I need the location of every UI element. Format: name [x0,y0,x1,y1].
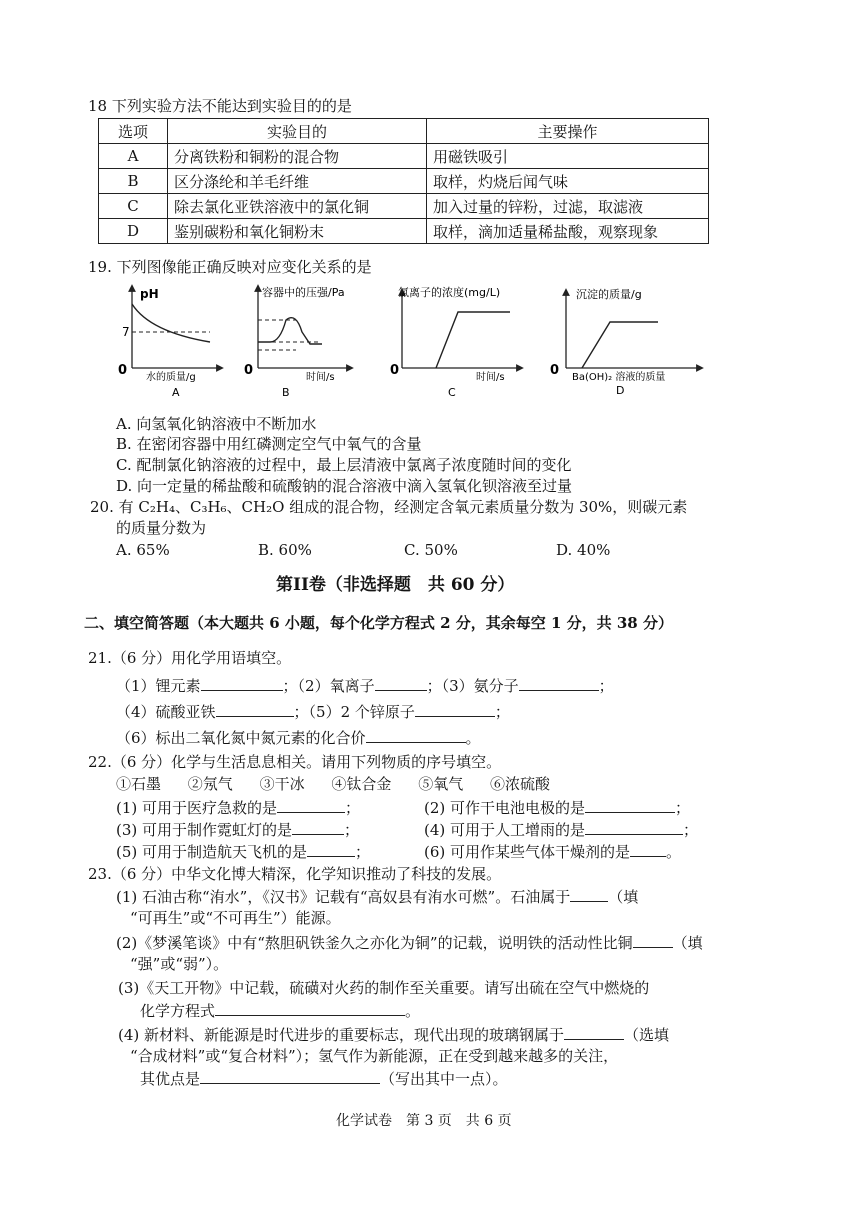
q22-row1-left [116,797,360,818]
answer-blank[interactable] [585,797,675,813]
q23-text: (2)《梦溪笔谈》中有“熬胆矾铁釜久之亦化为铜”的记载，说明铁的活动性比铜 [116,934,633,952]
answer-blank[interactable] [307,841,355,857]
q21-line1 [116,675,614,696]
graph-d-curve [582,322,658,368]
row-operation: 加入过量的锌粉，过滤，取滤液 [427,194,709,219]
punct: ； [683,821,699,839]
answer-blank[interactable] [216,701,294,717]
section-heading: 二、填空简答题（本大题共 6 小题，每个化学方程式 2 分，其余每空 1 分，共 38 分） [84,614,673,632]
q19-stem: 19. 下列图像能正确反映对应变化关系的是 [88,258,372,276]
page-footer: 化学试卷 第 3 页 共 6 页 [336,1113,512,1129]
punct: 。 [465,729,481,747]
punct: ； [355,843,371,861]
q21-line3 [116,727,481,748]
punct: ； [344,821,360,839]
graph-d-xlabel: Ba(OH)₂ 溶液的质量 [572,372,666,383]
graph-b-ylabel: 容器中的压强/Pa [262,286,345,299]
answer-blank[interactable] [277,797,345,813]
q23-text: 化学方程式 [140,1002,216,1020]
graph-a [118,287,220,399]
graph-d-ylabel: 沉淀的质量/g [576,288,642,301]
graph-d-letter: D [616,384,625,397]
q21-item3: ；（3）氨分子 [426,677,519,695]
q23-stem: 23.（6 分）中华文化博大精深，化学知识推动了科技的发展。 [88,865,502,883]
q20-line2: 的质量分数为 [116,519,207,537]
header-option: 选项 [99,119,168,144]
graph-c-ylabel: 氯离子的浓度(mg/L) [398,286,501,299]
graph-a-letter: A [172,386,180,399]
q23-p2-line2: “强”或“弱”）。 [130,955,229,973]
punct: 。 [405,1002,421,1020]
table-row [99,219,709,244]
q18-table [98,118,709,244]
graph-c-curve [436,312,510,368]
answer-blank[interactable] [375,675,427,691]
row-purpose: 区分涤纶和羊毛纤维 [168,169,427,194]
graph-b-xlabel: 时间/s [306,372,335,383]
q21-stem: 21.（6 分）用化学用语填空。 [88,649,292,667]
table-row [99,144,709,169]
answer-blank[interactable] [585,819,683,835]
q22-prompt: (5) 可用于制造航天飞机的是 [116,843,308,861]
q23-p2-line1 [116,932,703,953]
q23-text: （填 [672,934,703,952]
graph-a-curve [132,304,210,342]
q22-prompt: (2) 可作干电池电极的是 [424,799,586,817]
graph-a-ytick: 7 [122,325,130,339]
q22-row2-right [424,819,698,840]
graph-b [244,285,350,399]
q20-option-a: A. 65% [116,541,170,559]
q18-stem: 18 下列实验方法不能达到实验目的的是 [88,97,352,115]
q23-p3-line2 [140,1000,420,1021]
punct: ； [675,799,691,817]
answer-blank[interactable] [519,675,599,691]
answer-blank[interactable] [633,932,673,948]
q23-text: （选填 [624,1026,670,1044]
q21-item6: （6）标出二氧化氮中氮元素的化合价 [116,729,366,747]
header-purpose: 实验目的 [168,119,427,144]
q22-row2-left [116,819,359,840]
q23-text: (1) 石油古称“洧水”，《汉书》记载有“高奴县有洧水可燃”。石油属于 [116,888,571,906]
table-header-row [99,119,709,144]
graph-c-letter: C [448,386,456,399]
row-option: B [99,169,168,194]
q21-item5: ；（5）2 个锌原子 [293,703,415,721]
q22-item: ④钛合金 [331,775,392,793]
q23-p1-line2: “可再生”或“不可再生”）能源。 [130,909,341,927]
q20-line1: 20. 有 C₂H₄、C₃H₆、CH₂O 组成的混合物，经测定含氧元素质量分数为 30%，则碳元素 [90,498,688,516]
q23-p4-line3 [140,1068,508,1089]
table-row [99,194,709,219]
q22-row3-right [424,841,681,862]
q22-item: ①石墨 [116,775,162,793]
answer-blank[interactable] [200,1068,380,1084]
row-purpose: 分离铁粉和铜粉的混合物 [168,144,427,169]
table-row [99,169,709,194]
graph-b-letter: B [282,386,290,399]
graph-a-ylabel: pH [140,287,159,301]
q19-graphs [110,282,710,402]
answer-blank[interactable] [292,819,344,835]
q21-item2: ；（2）氧离子 [282,677,375,695]
punct: ； [494,703,510,721]
q22-row1-right [424,797,690,818]
row-operation: 取样，灼烧后闻气味 [427,169,709,194]
header-operation: 主要操作 [427,119,709,144]
row-option: C [99,194,168,219]
q19-option-a: A. 向氢氧化钠溶液中不断加水 [116,415,317,433]
graph-c-origin: 0 [390,363,400,378]
q22-item: ②氖气 [187,775,233,793]
q22-items [116,774,550,794]
answer-blank[interactable] [215,1000,405,1016]
q23-p1-line1 [116,886,638,907]
q20-option-b: B. 60% [258,541,312,559]
q22-prompt: (3) 可用于制作霓虹灯的是 [116,821,293,839]
answer-blank[interactable] [630,841,666,857]
graph-d [550,287,700,397]
answer-blank[interactable] [415,701,495,717]
graph-a-xlabel: 水的质量/g [146,372,196,383]
q23-text: （写出其中一点）。 [380,1070,508,1088]
graph-c-xlabel: 时间/s [476,372,505,383]
q22-item: ⑥浓硫酸 [489,775,550,793]
q22-item: ⑤氧气 [418,775,464,793]
row-option: A [99,144,168,169]
row-operation: 用磁铁吸引 [427,144,709,169]
q23-p4-line1 [118,1024,669,1045]
q23-text: （填 [608,888,639,906]
row-purpose: 鉴别碳粉和氧化铜粉末 [168,219,427,244]
punct: ； [345,799,361,817]
q21-line2 [116,701,510,722]
q19-option-b: B. 在密闭容器中用红磷测定空气中氧气的含量 [116,435,422,453]
row-option: D [99,219,168,244]
q21-item4: （4）硫酸亚铁 [116,703,216,721]
graph-c [390,285,520,399]
punct: ； [598,677,614,695]
answer-blank[interactable] [570,886,608,902]
row-purpose: 除去氯化亚铁溶液中的氯化铜 [168,194,427,219]
q23-text: (4) 新材料、新能源是时代进步的重要标志，现代出现的玻璃钢属于 [118,1026,565,1044]
q22-row3-left [116,841,370,862]
q23-p4-line2: “合成材料”或“复合材料”）；氢气作为新能源，正在受到越来越多的关注， [130,1047,619,1065]
q19-option-d: D. 向一定量的稀盐酸和硫酸钠的混合溶液中滴入氢氧化钡溶液至过量 [116,477,573,495]
q20-option-c: C. 50% [404,541,458,559]
q23-p3-line1: (3)《天工开物》中记载，硫磺对火药的制作至关重要。请写出硫在空气中燃烧的 [118,979,650,997]
answer-blank[interactable] [201,675,283,691]
q20-option-d: D. 40% [556,541,611,559]
q22-prompt: (1) 可用于医疗急救的是 [116,799,278,817]
q22-prompt: (4) 可用于人工增雨的是 [424,821,586,839]
q23-text: 其优点是 [140,1070,201,1088]
graph-d-origin: 0 [550,363,560,378]
punct: 。 [666,843,682,861]
q22-item: ③干冰 [259,775,305,793]
graph-a-origin: 0 [118,363,128,378]
graph-b-curve [258,318,322,344]
part2-title: 第II卷（非选择题 共 60 分） [276,575,515,595]
graph-b-origin: 0 [244,363,254,378]
answer-blank[interactable] [564,1024,624,1040]
q22-prompt: (6) 可用作某些气体干燥剂的是 [424,843,631,861]
q22-stem: 22.（6 分）化学与生活息息相关。请用下列物质的序号填空。 [88,753,502,771]
q19-option-c: C. 配制氯化钠溶液的过程中，最上层清液中氯离子浓度随时间的变化 [116,456,572,474]
row-operation: 取样，滴加适量稀盐酸，观察现象 [427,219,709,244]
q21-item1: （1）锂元素 [116,677,201,695]
answer-blank[interactable] [366,727,466,743]
